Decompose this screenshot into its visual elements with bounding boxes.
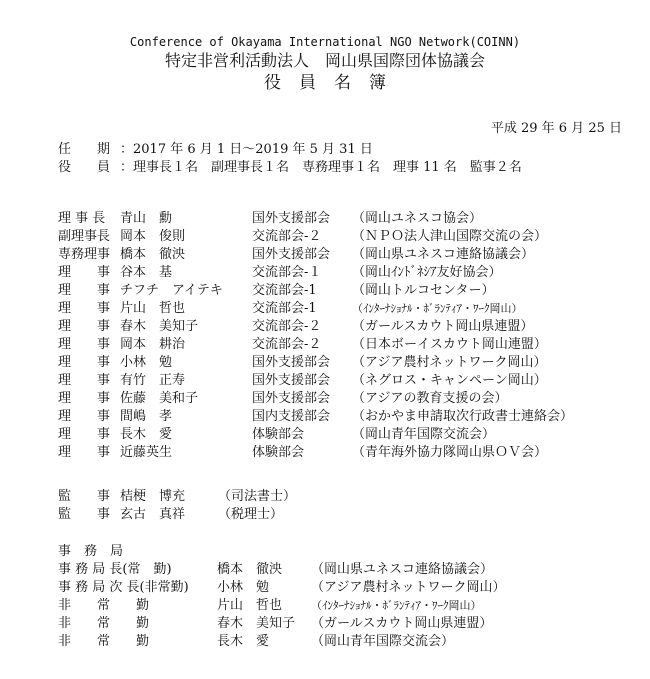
board-name: チフチ アイテキ bbox=[120, 283, 223, 298]
board-org: （青年海外協力隊岡山県ＯＶ会） bbox=[352, 445, 548, 460]
board-dept: 国外支援部会 bbox=[252, 355, 331, 370]
auditor-title: 監 事 bbox=[58, 507, 111, 522]
secretariat-row bbox=[58, 579, 638, 597]
auditor-title: 監 事 bbox=[58, 489, 111, 504]
secretariat-row bbox=[58, 615, 638, 633]
board-row bbox=[58, 210, 638, 228]
board-dept: 交流部会-２ bbox=[252, 337, 322, 352]
term-value: ：2017 年 6 月 1 日～2019 年 5 月 31 日 bbox=[120, 142, 373, 157]
board-title: 理 事 bbox=[58, 337, 111, 352]
board-title: 理 事 bbox=[58, 445, 111, 460]
document-title: 役員名簿 bbox=[264, 73, 404, 93]
board-row bbox=[58, 264, 638, 282]
board-dept: 体験部会 bbox=[252, 427, 305, 442]
secretariat-title: 非 常 勤 bbox=[58, 598, 150, 613]
secretariat-title: 非 常 勤 bbox=[58, 616, 150, 631]
board-title: 理 事 bbox=[58, 373, 111, 388]
auditor-row bbox=[58, 488, 638, 506]
board-row bbox=[58, 444, 638, 462]
secretariat-title: 非 常 勤 bbox=[58, 634, 150, 649]
board-title: 理 事 長 bbox=[58, 211, 106, 226]
board-name: 佐藤 美和子 bbox=[120, 391, 199, 406]
board-dept: 交流部会-２ bbox=[252, 229, 322, 244]
secretariat-title: 事 務 局 長(常 勤) bbox=[58, 562, 172, 577]
board-org: （ガールスカウト岡山県連盟） bbox=[352, 319, 534, 334]
organization-japanese-name: 特定非営利活動法人 岡山県国際団体協議会 bbox=[164, 51, 485, 70]
board-org: （岡山県ユネスコ連絡協議会） bbox=[352, 247, 535, 262]
board-name: 橋本 徹泱 bbox=[120, 247, 186, 262]
board-name: 岡本 俊則 bbox=[120, 229, 186, 244]
secretariat-name: 長木 愛 bbox=[217, 634, 270, 649]
board-name: 片山 哲也 bbox=[120, 301, 186, 316]
board-row bbox=[58, 390, 638, 408]
secretariat-name: 春木 美知子 bbox=[217, 616, 296, 631]
board-dept: 交流部会-1 bbox=[252, 301, 317, 316]
board-name: 小林 勉 bbox=[120, 355, 173, 370]
term-label: 任 期 bbox=[58, 142, 111, 157]
secretariat-name: 橋本 徹泱 bbox=[217, 562, 283, 577]
board-org: （ネグロス・キャンペーン岡山） bbox=[352, 373, 547, 388]
board-name: 春木 美知子 bbox=[120, 319, 199, 334]
board-dept: 体験部会 bbox=[252, 445, 305, 460]
secretariat-row bbox=[58, 633, 638, 651]
board-row bbox=[58, 408, 638, 426]
board-title: 副理事長 bbox=[58, 229, 111, 244]
board-org: （ｲﾝﾀｰﾅｼｮﾅﾙ・ﾎﾞﾗﾝﾃｨｱ・ﾜｰｸ岡山） bbox=[352, 302, 523, 315]
auditor-qualification: （税理士） bbox=[218, 507, 284, 522]
secretariat-row bbox=[58, 561, 638, 579]
officers-summary-value: ：理事長１名 副理事長１名 専務理事１名 理事 11 名 監事２名 bbox=[120, 160, 522, 175]
term-row bbox=[58, 141, 373, 159]
board-title: 理 事 bbox=[58, 283, 111, 298]
board-title: 理 事 bbox=[58, 265, 111, 280]
board-name: 青山 勳 bbox=[120, 211, 173, 226]
board-name: 谷本 基 bbox=[120, 265, 173, 280]
board-row bbox=[58, 336, 638, 354]
board-title: 理 事 bbox=[58, 409, 111, 424]
board-name: 近藤英生 bbox=[120, 445, 173, 460]
board-org: （日本ボーイスカウト岡山連盟） bbox=[352, 337, 547, 352]
board-row bbox=[58, 282, 638, 300]
board-title: 理 事 bbox=[58, 319, 111, 334]
board-dept: 国外支援部会 bbox=[252, 391, 331, 406]
document-date: 平成 29 年 6 月 25 日 bbox=[490, 121, 622, 136]
board-name: 長木 愛 bbox=[120, 427, 173, 442]
secretariat-org: （ｲﾝﾀｰﾅｼｮﾅﾙ・ﾎﾞﾗﾝﾃｨｱ・ﾜｰｸ岡山） bbox=[311, 599, 482, 612]
organization-english-name: Conference of Okayama International NGO Network(COINN) bbox=[129, 35, 521, 49]
auditor-name: 桔梗 博充 bbox=[120, 489, 186, 504]
secretariat-row bbox=[58, 597, 638, 615]
secretariat-title: 事 務 局 次 長(非常勤) bbox=[58, 580, 189, 595]
board-dept: 国外支援部会 bbox=[252, 211, 331, 226]
auditor-row bbox=[58, 506, 638, 524]
auditor-qualification: （司法書士） bbox=[218, 489, 297, 504]
board-name: 岡本 耕治 bbox=[120, 337, 186, 352]
board-row bbox=[58, 300, 638, 318]
secretariat-org: （岡山県ユネスコ連絡協議会） bbox=[311, 562, 494, 577]
board-dept: 国内支援部会 bbox=[252, 409, 331, 424]
board-org: （岡山トルコセンター） bbox=[352, 283, 495, 298]
board-org: （アジア農村ネットワーク岡山） bbox=[352, 355, 547, 370]
secretariat-name: 小林 勉 bbox=[217, 580, 270, 595]
secretariat-org: （ガールスカウト岡山県連盟） bbox=[311, 616, 493, 631]
officers-summary-row bbox=[58, 159, 522, 177]
board-dept: 交流部会-1 bbox=[252, 283, 317, 298]
board-title: 専務理事 bbox=[58, 247, 111, 262]
board-row bbox=[58, 372, 638, 390]
board-row bbox=[58, 228, 638, 246]
board-org: （ＮＰＯ法人津山国際交流の会） bbox=[352, 229, 548, 244]
board-org: （岡山青年国際交流会） bbox=[352, 427, 496, 442]
auditor-name: 玄古 真祥 bbox=[120, 507, 186, 522]
board-org: （おかやま申請取次行政書士連絡会） bbox=[352, 409, 574, 424]
board-dept: 国外支援部会 bbox=[252, 373, 331, 388]
board-row bbox=[58, 246, 638, 264]
board-title: 理 事 bbox=[58, 301, 111, 316]
board-dept: 国外支援部会 bbox=[252, 247, 331, 262]
board-org: （岡山ユネスコ協会） bbox=[352, 211, 483, 226]
board-name: 有竹 正寿 bbox=[120, 373, 186, 388]
board-title: 理 事 bbox=[58, 427, 111, 442]
board-name: 間嶋 孝 bbox=[120, 409, 173, 424]
board-org: （アジアの教育支援の会） bbox=[352, 391, 508, 406]
board-title: 理 事 bbox=[58, 355, 111, 370]
secretariat-heading-text: 事 務 局 bbox=[58, 544, 124, 559]
secretariat-name: 片山 哲也 bbox=[217, 598, 283, 613]
secretariat-heading bbox=[58, 543, 638, 561]
board-row bbox=[58, 426, 638, 444]
officers-summary-label: 役 員 bbox=[58, 160, 111, 175]
board-row bbox=[58, 354, 638, 372]
board-dept: 交流部会-２ bbox=[252, 319, 322, 334]
board-row bbox=[58, 318, 638, 336]
secretariat-org: （アジア農村ネットワーク岡山） bbox=[311, 580, 506, 595]
board-org: （岡山ｲﾝﾄﾞﾈｼｱ友好協会） bbox=[352, 265, 502, 280]
board-title: 理 事 bbox=[58, 391, 111, 406]
secretariat-org: （岡山青年国際交流会） bbox=[311, 634, 455, 649]
board-dept: 交流部会-１ bbox=[252, 265, 322, 280]
